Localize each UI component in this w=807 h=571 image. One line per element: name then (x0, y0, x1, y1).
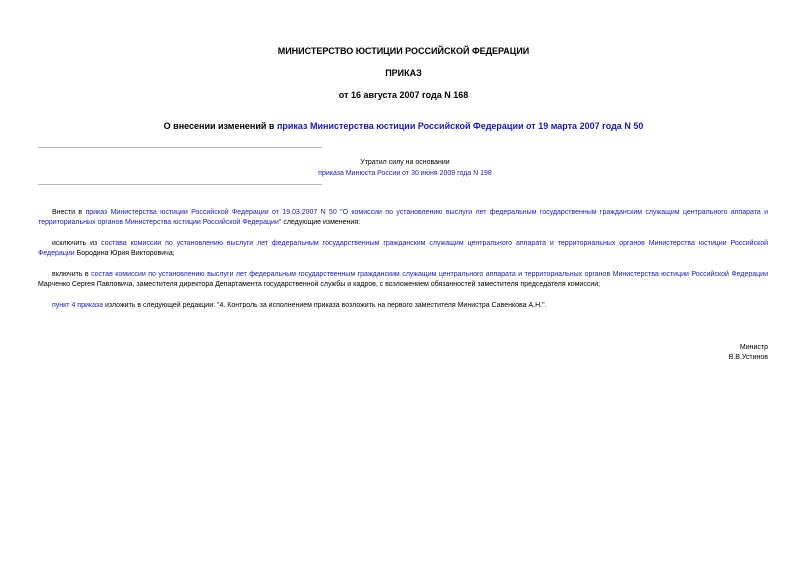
document-type-heading: ПРИКАЗ (385, 68, 422, 78)
p3-commission-link[interactable]: состав комиссии по установлению выслуги лет федеральным государственным гражданским служащим центрального аппарата и территориальных органов Министерства юстиции Российской Федерации (91, 271, 768, 278)
signature-position: Министр (739, 344, 768, 351)
date-number-heading: от 16 августа 2007 года N 168 (338, 90, 469, 100)
p2-commission-link[interactable]: состава комиссии по установлению выслуги лет федеральным государственным гражданским служащим центрального аппарата и территориальных органов Министерства юстиции Российской Федерации (38, 240, 769, 257)
title-link[interactable]: приказ Министерства юстиции Российской Федерации от 19 марта 2007 года N 50 (276, 121, 644, 131)
ministry-heading: МИНИСТЕРСТВО ЮСТИЦИИ РОССИЙСКОЙ ФЕДЕРАЦИИ (277, 46, 530, 56)
p1-text-a: Внести в (52, 209, 86, 216)
paragraph-amendments-intro (38, 208, 768, 228)
p1-text-b: следующие изменения: (281, 219, 361, 226)
title-prefix: О внесении изменений в (163, 121, 277, 131)
paragraph-point-4 (38, 301, 768, 311)
status-note-link-line (220, 169, 590, 179)
p1-order-link[interactable]: приказ Министерства юстиции Российской Федерации от 19.03.2007 N 50 "О комиссии по установлению выслуги лет федеральным государственным гражданским служащим центрального аппарата и территориальных органов Министерства юстиции Российской Федерации" (38, 209, 769, 226)
p2-text-b: Бородина Юрия Викторовича; (74, 250, 175, 257)
p3-text-b: Марченко Сергея Павловича, заместителя директора Департамента государственной службы и кадров, с возложением обязанностей заместителя председателя комиссии; (38, 281, 601, 288)
p2-text-a: исключить из (52, 240, 102, 247)
document-title (0, 121, 807, 132)
status-note-line: Утратил силу на основании (360, 159, 450, 166)
top-divider (38, 147, 322, 148)
bottom-divider (38, 184, 322, 185)
paragraph-exclude (38, 239, 768, 259)
p4-text-b: изложить в следующей редакции: "4. Контроль за исполнением приказа возложить на первого заместителя Министра Савенкова А.Н.". (103, 302, 547, 309)
status-note-link[interactable]: приказа Минюста России от 30 июня 2009 года N 198 (318, 170, 492, 177)
signature-name: В.В.Устинов (728, 354, 768, 361)
paragraph-include (38, 270, 768, 290)
p3-text-a: включить в (52, 271, 92, 278)
p4-point-link[interactable]: пункт 4 приказа (52, 302, 104, 309)
